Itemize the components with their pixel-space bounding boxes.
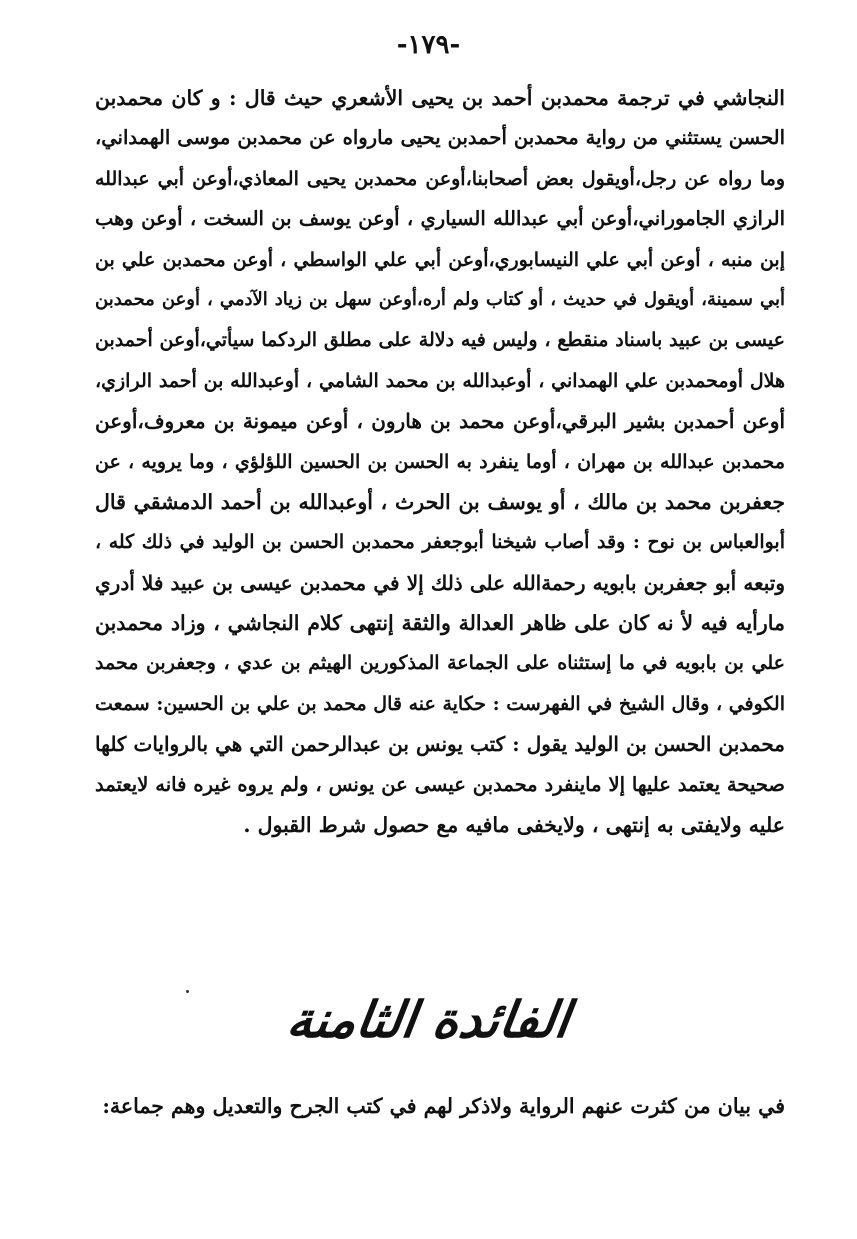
text-line: وما رواه عن رجل،أويقول بعض أصحابنا،أوعن محمدبن يحيى المعاذي،أوعن أبي عبدالله (95, 167, 785, 190)
text-line: إبن منبه ، أوعن أبي علي النيسابوري،أوعن أبي علي الواسطي ، أوعن محمدبن علي بن (95, 248, 785, 271)
text-line: الرازي الجاموراني،أوعن أبي عبدالله السياري ، أوعن يوسف بن السخت ، أوعن وهب (95, 207, 785, 231)
text-line: الكوفي ، وقال الشيخ في الفهرست : حكاية عنه قال محمد بن علي بن الحسين: سمعت (95, 692, 785, 715)
text-line: أوعن أحمدبن بشير البرقي،أوعن محمد بن هارون ، أوعن ميمونة بن معروف،أوعن (95, 409, 785, 434)
text-line: محمدبن عبدالله بن مهران ، أوما ينفرد به الحسن بن الحسين اللؤلؤي ، وما يرويه ، عن (95, 450, 785, 473)
text-line: جعفربن محمد بن مالك ، أو يوسف بن الحرث ، أوعبدالله بن أحمد الدمشقي قال (95, 489, 785, 514)
text-line: الحسن يستثني من رواية محمدبن أحمدبن يحيى مارواه عن محمدبن موسى الهمداني، (95, 126, 785, 150)
text-line: صحيحة يعتمد عليها إلا ماينفرد محمدبن عيسى عن يونس ، ولم يروه غيره فانه لايعتمد (95, 772, 785, 796)
text-line: عيسى بن عبيد باسناد منقطع ، وليس فيه دلالة على مطلق الردكما سيأتي،أوعن أحمدبن (95, 329, 785, 352)
section-heading: الفائدة الثامنة (283, 990, 574, 1049)
text-line: علي بن بابويه في ما إستثناه على الجماعة المذكورين الهيثم بن عدي ، وجعفربن محمد (95, 652, 785, 675)
text-line: مارأيه فيه لأ نه كان على ظاهر العدالة والثقة إنتهى كلام النجاشي ، وزاد محمدبن (95, 611, 785, 636)
page-number: -١٧٩- (396, 30, 461, 60)
text-line: محمدبن الحسن بن الوليد يقول : كتب يونس بن عبدالرحمن التي هي بالروايات كلها (95, 732, 785, 757)
text-line: وتبعه أبو جعفربن بابويه رحمةالله على ذلك إلا في محمدبن عيسى بن عبيد فلا أدري (95, 570, 785, 595)
text-line: عليه ولايفتى به إنتهى ، ولايخفى مافيه مع حصول شرط القبول . (243, 813, 785, 838)
text-line: النجاشي في ترجمة محمدبن أحمد بن يحيى الأشعري حيث قال : و كان محمدبن (95, 86, 785, 110)
section-intro-line: في بيان من كثرت عنهم الرواية ولاذكر لهم في كتب الجرح والتعديل وهم جماعة: (102, 1094, 785, 1118)
text-line: أبي سمينة، أويقول في حديث ، أو كتاب ولم أره،أوعن سهل بن زياد الآدمي ، أوعن محمدبن (95, 288, 785, 310)
text-line: أبوالعباس بن نوح : وقد أصاب شيخنا أبوجعفر محمدبن الحسن بن الوليد في ذلك كله ، (95, 531, 785, 554)
body-paragraph (95, 78, 785, 845)
text-line: هلال أومحمدبن علي الهمداني ، أوعبدالله بن محمد الشامي ، أوعبدالله بن أحمد الرازي، (95, 369, 785, 392)
